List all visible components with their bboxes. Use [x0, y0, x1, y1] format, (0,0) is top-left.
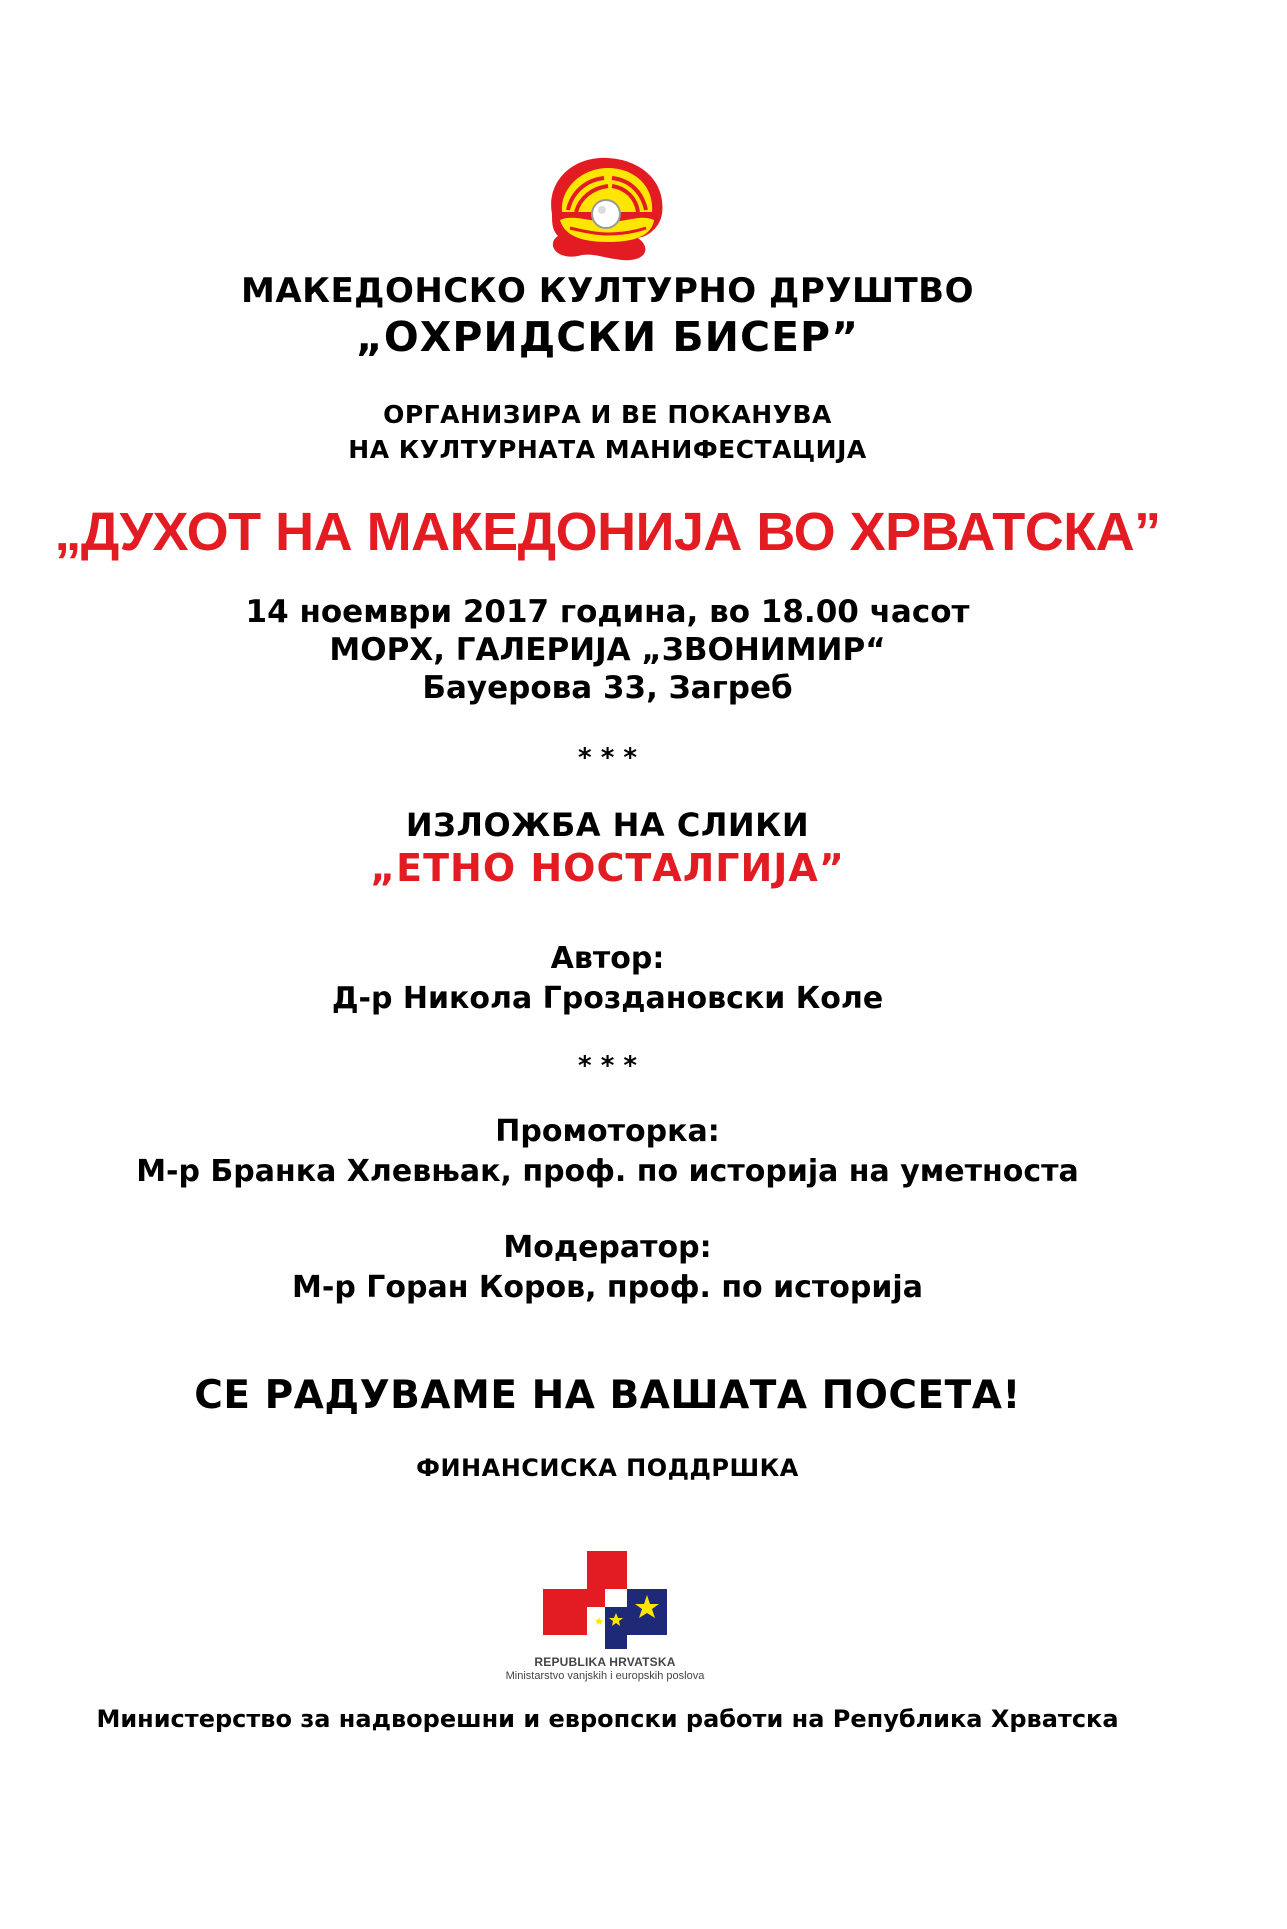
ministry-name: Министерство за надворешни и европски работи на Република Хрватска	[96, 1705, 1119, 1733]
croatia-eu-logo-icon	[543, 1551, 667, 1649]
society-name-line2: „ОХРИДСКИ БИСЕР”	[355, 313, 860, 361]
society-logo	[542, 152, 672, 264]
intro-line1: ОРГАНИЗИРА И ВЕ ПОКАНУВА	[383, 400, 832, 429]
event-title: „ДУХОТ НА МАКЕДОНИЈА ВО ХРВАТСКА”	[54, 502, 1161, 562]
separator-2: * * *	[578, 1051, 637, 1081]
exhibition-heading: ИЗЛОЖБА НА СЛИКИ	[405, 806, 810, 844]
society-name-line1: МАКЕДОНСКО КУЛТУРНО ДРУШТВО	[241, 271, 974, 311]
promoter-label: Промоторка:	[495, 1114, 720, 1149]
separator-1: * * *	[578, 743, 637, 773]
event-datetime: 14 ноември 2017 година, во 18.00 часот	[245, 594, 970, 630]
author-name: Д-р Никола Гроздановски Коле	[331, 981, 884, 1016]
event-address: Бауерова 33, Загреб	[422, 670, 793, 706]
closing-message: СЕ РАДУВАМЕ НА ВАШАТА ПОСЕТА!	[194, 1373, 1021, 1418]
moderator-name: М-р Горан Коров, проф. по историја	[292, 1270, 923, 1305]
event-venue: МОРХ, ГАЛЕРИЈА „ЗВОНИМИР“	[329, 632, 886, 668]
ministry-logo-text-line1: REPUBLIKA HRVATSKA	[534, 1655, 676, 1669]
exhibition-title: „ЕТНО НОСТАЛГИЈА”	[370, 846, 845, 890]
shell-pearl-icon	[542, 152, 672, 264]
ministry-logo-text-line2: Ministarstvo vanjskih i europskih poslova	[505, 1670, 705, 1682]
author-label: Автор:	[550, 941, 665, 976]
ministry-logo	[543, 1551, 667, 1649]
intro-line2: НА КУЛТУРНАТА МАНИФЕСТАЦИЈА	[348, 435, 867, 464]
moderator-label: Модератор:	[503, 1230, 712, 1265]
support-label: ФИНАНСИСКА ПОДДРШКА	[416, 1454, 799, 1482]
promoter-name: М-р Бранка Хлевњак, проф. по историја на уметноста	[136, 1154, 1079, 1189]
